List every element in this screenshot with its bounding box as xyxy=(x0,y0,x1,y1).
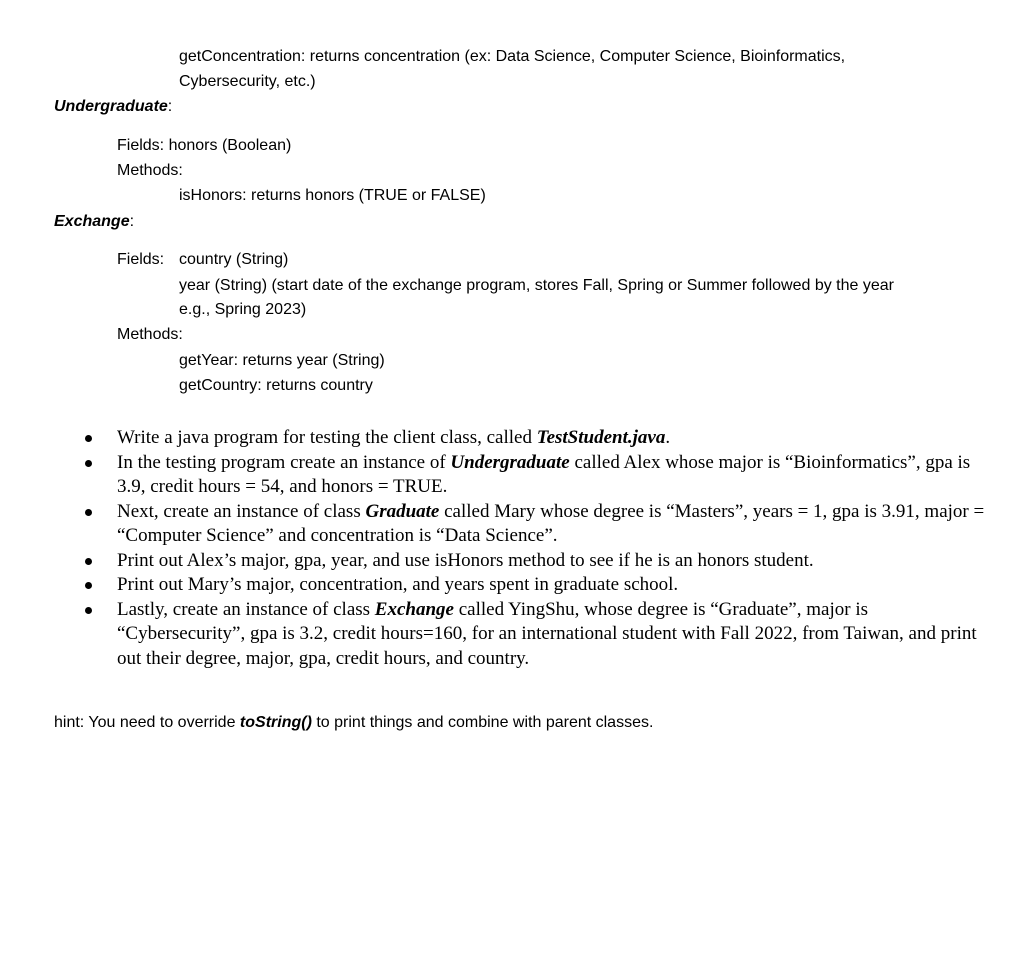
bullet-text: called Alex whose major is “Bioinformatics”, gpa is 3.9, credit hours = 54, and honors = TRUE. xyxy=(117,451,971,497)
getcountry-method: getCountry: returns country xyxy=(179,377,373,394)
undergraduate-colon: : xyxy=(167,98,173,115)
instruction-list xyxy=(83,426,993,671)
bullet-text: Next, create an instance of class xyxy=(117,500,366,522)
field-year-line-2: e.g., Spring 2023) xyxy=(179,301,307,318)
getconcentration-line-2: Cybersecurity, etc.) xyxy=(179,73,316,90)
list-item xyxy=(83,549,993,574)
bullet-text: Print out Alex’s major, gpa, year, and use isHonors method to see if he is an honors student. xyxy=(117,549,814,571)
bullet-text: called YingShu, whose degree is “Graduate”, major is “Cybersecurity”, gpa is 3.2, credit hours=160, for an international student with Fall 2022, from Taiwan, and print out their degree, major, gpa, credit hours, and country. xyxy=(117,598,977,669)
hint-text xyxy=(54,714,653,732)
bullet-text: Write a java program for testing the client class, called xyxy=(117,427,537,448)
bullet-icon xyxy=(85,460,92,467)
list-item xyxy=(83,573,993,598)
undergraduate-fields: Fields: honors (Boolean) xyxy=(117,137,292,154)
bullet-icon xyxy=(85,607,92,614)
list-item xyxy=(83,426,993,451)
bullet-icon xyxy=(85,509,92,516)
getyear-method: getYear: returns year (String) xyxy=(179,352,385,369)
bullet-icon xyxy=(85,435,92,442)
undergraduate-heading xyxy=(54,98,172,116)
ishonors-method: isHonors: returns honors (TRUE or FALSE) xyxy=(179,187,486,204)
bullet-text: In the testing program create an instance of xyxy=(117,451,451,473)
exchange-fields-label: Fields: xyxy=(117,251,165,268)
undergraduate-methods-label: Methods: xyxy=(117,162,183,179)
exchange-title: Exchange xyxy=(54,213,130,230)
list-item xyxy=(83,500,993,549)
bullet-text: . xyxy=(665,427,671,448)
undergraduate-title: Undergraduate xyxy=(54,98,168,115)
getconcentration-line-1: getConcentration: returns concentration (ex: Data Science, Computer Science, Bioinformatics, xyxy=(179,48,846,65)
bullet-text: Print out Mary’s major, concentration, and years spent in graduate school. xyxy=(117,574,679,595)
tostring-method-name: toString() xyxy=(239,714,312,731)
hint-suffix: to print things and combine with parent classes. xyxy=(311,714,654,731)
field-country: country (String) xyxy=(179,251,289,268)
exchange-methods-label: Methods: xyxy=(117,326,183,343)
bullet-text: Lastly, create an instance of class xyxy=(117,598,375,620)
teststudent-class-name: TestStudent.java xyxy=(536,427,666,448)
graduate-class-name: Graduate xyxy=(365,500,440,522)
bullet-text: called Mary whose degree is “Masters”, years = 1, gpa is 3.91, major = “Computer Science” and concentration is “Data Science”. xyxy=(117,500,985,546)
exchange-colon: : xyxy=(129,213,135,230)
undergraduate-class-name: Undergraduate xyxy=(450,451,570,473)
list-item xyxy=(83,451,993,500)
bullet-icon xyxy=(85,582,92,589)
hint-prefix: hint: You need to override xyxy=(54,714,240,731)
exchange-heading xyxy=(54,213,134,231)
exchange-class-name: Exchange xyxy=(374,598,454,620)
list-item xyxy=(83,598,993,672)
bullet-icon xyxy=(85,558,92,565)
field-year-line-1: year (String) (start date of the exchange program, stores Fall, Spring or Summer followed by the year xyxy=(179,277,894,294)
